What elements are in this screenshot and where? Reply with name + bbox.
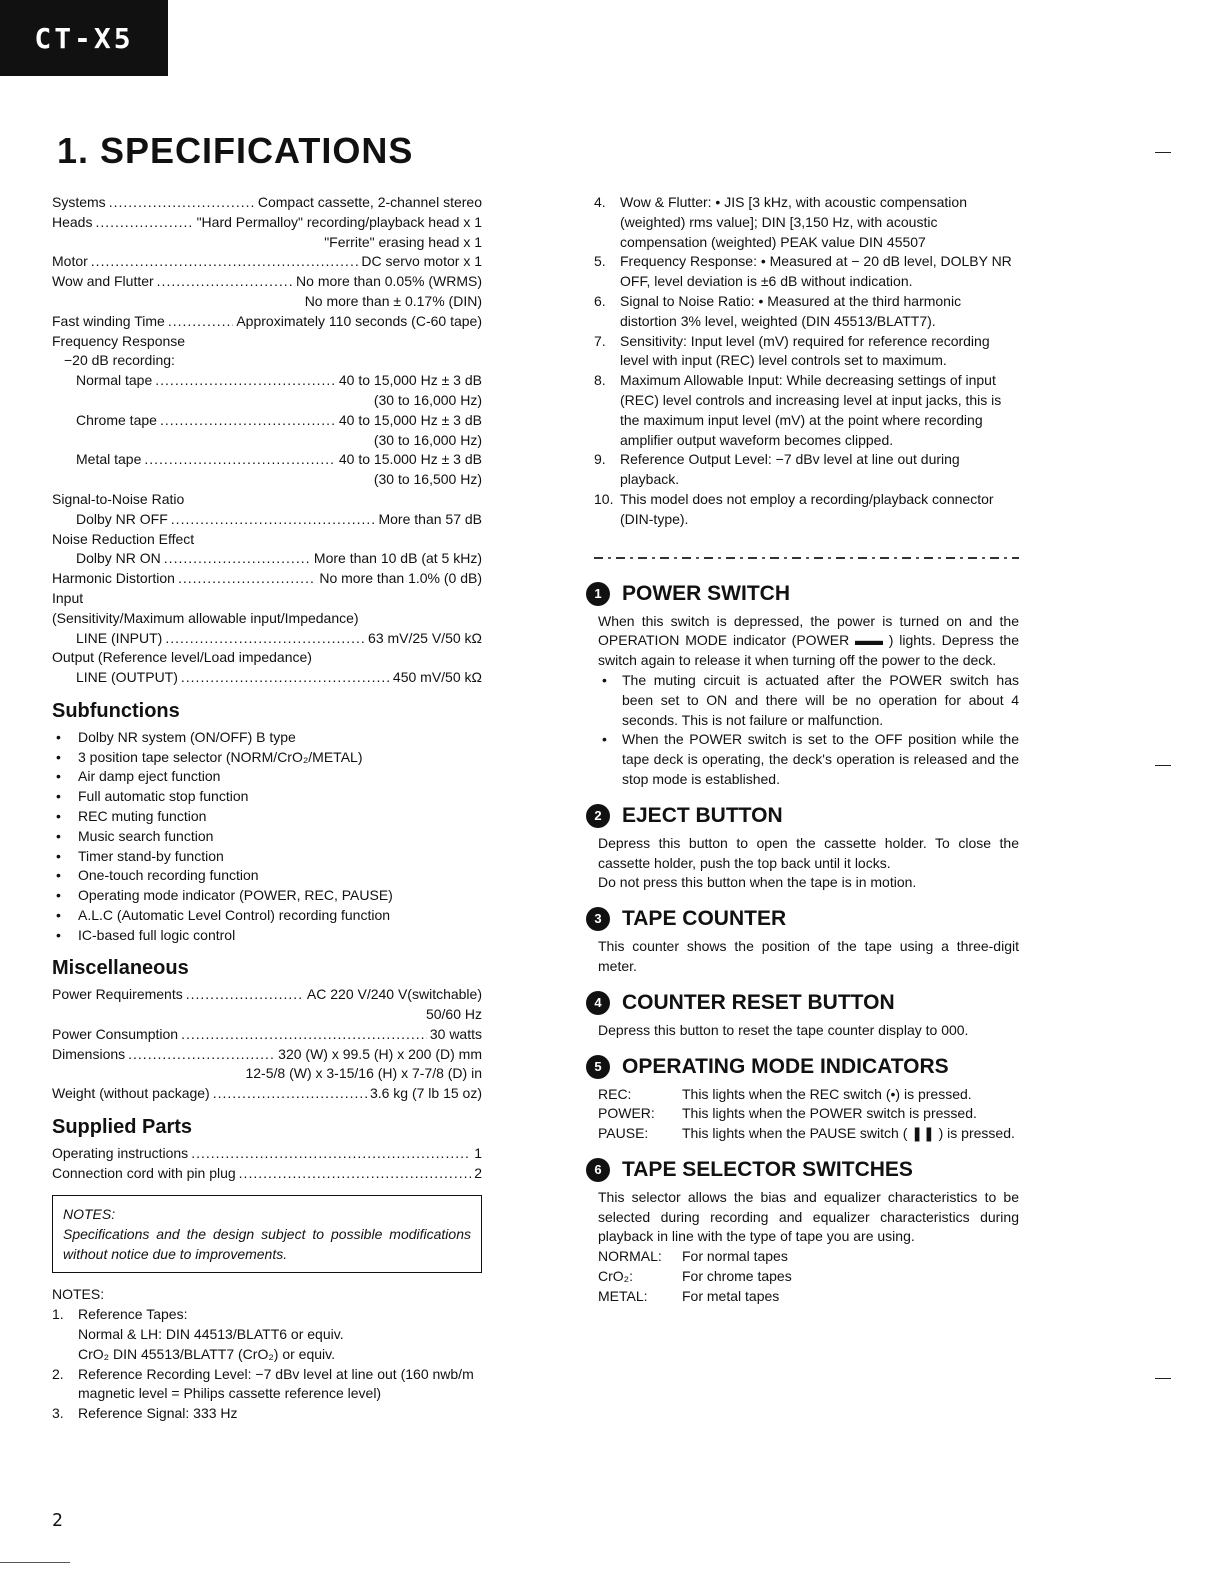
spec-value: No more than 0.05% (WRMS) xyxy=(296,273,482,290)
leader-dots xyxy=(144,450,336,470)
spec-label: Fast winding Time xyxy=(52,312,165,329)
control-sections xyxy=(594,582,1019,1307)
section-title: OPERATING MODE INDICATORS xyxy=(622,1054,949,1078)
spec-row xyxy=(52,668,482,688)
section-number-badge: 3 xyxy=(586,907,610,931)
note-item xyxy=(594,252,1019,292)
leader-dots xyxy=(239,1164,472,1184)
spec-label: Dolby NR ON xyxy=(76,550,161,567)
spec-list xyxy=(52,193,482,688)
supplied-heading: Supplied Parts xyxy=(52,1116,193,1139)
section-heading xyxy=(586,1158,1019,1182)
spec-value: 1 xyxy=(474,1144,482,1161)
leader-dots xyxy=(165,629,365,649)
subfunction-item: • 3 position tape selector (NORM/CrO₂/METAL) xyxy=(52,748,482,768)
leader-dots xyxy=(171,510,376,530)
section-heading xyxy=(586,804,1019,828)
section-heading xyxy=(586,991,1019,1015)
subfunction-item: • Timer stand-by function xyxy=(52,847,482,867)
leader-dots xyxy=(157,272,293,292)
note-item xyxy=(594,193,1019,252)
note-line: Reference Output Level: −7 dBv level at line out during playback. xyxy=(620,451,960,488)
spec-label: LINE (INPUT) xyxy=(76,629,163,646)
section-paragraph: Depress this button to reset the tape counter display to 000. xyxy=(598,1021,969,1038)
leader-dots xyxy=(109,193,255,213)
supplied-list xyxy=(52,1144,482,1184)
spec-group-label: Signal-to-Noise Ratio xyxy=(52,490,185,507)
note-number: 3. xyxy=(52,1405,64,1422)
subfunction-item: • Full automatic stop function xyxy=(52,787,482,807)
spec-value: 3.6 kg (7 lb 15 oz) xyxy=(369,1085,482,1102)
spec-group-label: Input xyxy=(52,589,84,606)
spec-row xyxy=(52,1164,482,1184)
note-line: Reference Signal: 333 Hz xyxy=(78,1405,238,1422)
note-number: 6. xyxy=(594,292,606,309)
notes-box-heading: NOTES: xyxy=(63,1206,116,1223)
section-body xyxy=(594,1021,1019,1041)
section-title: TAPE SELECTOR SWITCHES xyxy=(622,1157,913,1181)
section-paragraph: Depress this button to open the cassette holder. To close the cassette holder, push the top back until it locks. xyxy=(598,834,1019,871)
key-value-list xyxy=(598,1247,1019,1306)
kv-key: NORMAL: xyxy=(598,1248,662,1265)
spec-continuation: 50/60 Hz xyxy=(425,1006,482,1023)
margin-mark xyxy=(1155,765,1171,766)
note-item xyxy=(594,490,1019,530)
notes-list-right xyxy=(594,193,1019,530)
kv-value: For chrome tapes xyxy=(682,1268,792,1285)
spec-row xyxy=(52,450,482,470)
spec-group-label: −20 dB recording: xyxy=(64,352,175,369)
notes-box xyxy=(52,1195,482,1273)
section-heading xyxy=(586,1055,1019,1079)
note-item xyxy=(594,371,1019,450)
notes-list-left xyxy=(52,1305,482,1424)
subfunction-item: • Music search function xyxy=(52,827,482,847)
section-divider xyxy=(594,552,1019,564)
spec-row xyxy=(52,549,482,569)
model-name: CT-X5 xyxy=(34,21,134,55)
note-line: Reference Recording Level: −7 dBv level at line out (160 nwb/m magnetic level = Philips cassette reference level) xyxy=(78,1365,474,1402)
spec-label: Operating instructions xyxy=(52,1144,189,1161)
spec-continuation: No more than ± 0.17% (DIN) xyxy=(304,292,482,309)
spec-group-label: Noise Reduction Effect xyxy=(52,530,195,547)
leader-dots xyxy=(128,1045,275,1065)
spec-label: Wow and Flutter xyxy=(52,273,154,290)
spec-value: More than 57 dB xyxy=(378,510,482,527)
subfunction-item: • REC muting function xyxy=(52,807,482,827)
spec-value: 2 xyxy=(474,1164,482,1181)
spec-value: AC 220 V/240 V(switchable) xyxy=(306,986,482,1003)
kv-value: For normal tapes xyxy=(682,1248,788,1265)
leader-dots xyxy=(181,1025,427,1045)
note-item xyxy=(52,1404,482,1424)
section-heading xyxy=(586,907,1019,931)
leader-dots xyxy=(164,549,311,569)
leader-dots xyxy=(168,312,234,332)
leader-dots xyxy=(160,411,336,431)
kv-value: This lights when the POWER switch is pressed. xyxy=(682,1105,977,1122)
spec-value: No more than 1.0% (0 dB) xyxy=(319,570,482,587)
kv-key: POWER: xyxy=(598,1105,655,1122)
subfunctions-list xyxy=(52,728,482,946)
section-body xyxy=(594,612,1019,790)
notes-heading: NOTES: xyxy=(52,1286,105,1303)
note-number: 5. xyxy=(594,253,606,270)
spec-label: Heads xyxy=(52,213,93,230)
note-number: 10. xyxy=(594,490,614,507)
note-line: Normal & LH: DIN 44513/BLATT6 or equiv. xyxy=(78,1326,344,1343)
kv-value: This lights when the REC switch (•) is pressed. xyxy=(682,1085,972,1102)
left-column xyxy=(52,193,482,1424)
spec-value: 63 mV/25 V/50 kΩ xyxy=(368,629,482,646)
spec-continuation: 12-5/8 (W) x 3-15/16 (H) x 7-7/8 (D) in xyxy=(245,1065,482,1082)
spec-row xyxy=(52,193,482,213)
note-line: Maximum Allowable Input: While decreasing settings of input (REC) level controls and increasing level at input jacks, this is the maximum input level (mV) at the point where recording amplifier output waveform becomes clipped. xyxy=(620,372,1002,448)
note-item xyxy=(594,450,1019,490)
section-bullet: • The muting circuit is actuated after the POWER switch has been set to ON and there will be no operation for about 4 seconds. This is not failure or malfunction. xyxy=(598,671,1019,730)
spec-label: Chrome tape xyxy=(76,411,157,428)
spec-row xyxy=(52,629,482,649)
bottom-rule xyxy=(0,1562,70,1563)
spec-continuation: (30 to 16,000 Hz) xyxy=(373,391,482,408)
spec-value: DC servo motor x 1 xyxy=(361,253,482,270)
section-bullets xyxy=(598,671,1019,790)
note-item xyxy=(52,1365,482,1405)
section-title: EJECT BUTTON xyxy=(622,803,783,827)
note-number: 7. xyxy=(594,332,606,349)
miscellaneous-heading: Miscellaneous xyxy=(52,957,189,980)
spec-label: Connection cord with pin plug xyxy=(52,1164,236,1181)
section-heading xyxy=(586,582,1019,606)
section-number-badge: 2 xyxy=(586,804,610,828)
note-line: CrO₂ DIN 45513/BLATT7 (CrO₂) or equiv. xyxy=(78,1345,335,1362)
margin-mark xyxy=(1155,152,1171,153)
kv-key: REC: xyxy=(598,1085,632,1102)
spec-label: Dolby NR OFF xyxy=(76,510,168,527)
subfunction-item: • Air damp eject function xyxy=(52,767,482,787)
section-number-badge: 6 xyxy=(586,1158,610,1182)
section-number-badge: 5 xyxy=(586,1055,610,1079)
spec-continuation: "Ferrite" erasing head x 1 xyxy=(324,233,482,250)
note-number: 8. xyxy=(594,372,606,389)
spec-value: 320 (W) x 99.5 (H) x 200 (D) mm xyxy=(278,1045,482,1062)
notes-box-body: Specifications and the design subject to possible modifications without notice due to improvements. xyxy=(63,1226,471,1263)
kv-key: METAL: xyxy=(598,1287,648,1304)
spec-value: 40 to 15,000 Hz ± 3 dB xyxy=(338,372,482,389)
section-title: POWER SWITCH xyxy=(622,581,790,605)
section-title: TAPE COUNTER xyxy=(622,907,787,931)
leader-dots xyxy=(95,213,193,233)
spec-row xyxy=(52,312,482,332)
spec-value: 30 watts xyxy=(429,1025,482,1042)
spec-continuation: (30 to 16,000 Hz) xyxy=(373,431,482,448)
section-body xyxy=(594,1188,1019,1307)
section-title: COUNTER RESET BUTTON xyxy=(622,990,895,1014)
subfunction-item: • A.L.C (Automatic Level Control) recording function xyxy=(52,906,482,926)
spec-label: Power Requirements xyxy=(52,986,183,1003)
margin-mark xyxy=(1155,1378,1171,1379)
spec-label: Normal tape xyxy=(76,372,153,389)
kv-key: PAUSE: xyxy=(598,1125,649,1142)
spec-group-label: Frequency Response xyxy=(52,332,186,349)
spec-label: Harmonic Distortion xyxy=(52,570,175,587)
note-line: Signal to Noise Ratio: • Measured at the third harmonic distortion 3% level, weighted (DIN 45513/BLATT7). xyxy=(620,292,962,329)
spec-row xyxy=(52,1025,482,1045)
spec-value: 40 to 15.000 Hz ± 3 dB xyxy=(338,451,482,468)
note-line: Frequency Response: • Measured at − 20 dB level, DOLBY NR OFF, level deviation is ±6 dB without indication. xyxy=(620,253,1012,290)
right-column xyxy=(594,193,1019,1307)
spec-label: Power Consumption xyxy=(52,1025,179,1042)
note-number: 2. xyxy=(52,1365,64,1382)
spec-row xyxy=(52,1084,482,1104)
kv-key: CrO₂: xyxy=(598,1268,633,1285)
spec-value: "Hard Permalloy" recording/playback head x 1 xyxy=(196,213,482,230)
section-body xyxy=(594,1085,1019,1144)
section-paragraph: This selector allows the bias and equalizer characteristics to be selected during recording and equalizer characteristics during playback in line with the type of tape you are using. xyxy=(598,1188,1019,1245)
spec-row xyxy=(52,1144,482,1164)
spec-value: More than 10 dB (at 5 kHz) xyxy=(313,550,482,567)
note-item xyxy=(594,292,1019,332)
spec-label: LINE (OUTPUT) xyxy=(76,669,178,686)
note-item xyxy=(594,332,1019,372)
spec-group-label: (Sensitivity/Maximum allowable input/Impedance) xyxy=(52,609,359,626)
spec-label: Weight (without package) xyxy=(52,1085,210,1102)
key-value-list xyxy=(598,1085,1019,1144)
spec-row xyxy=(52,213,482,233)
spec-group-label: Output (Reference level/Load impedance) xyxy=(52,649,312,666)
subfunction-item: • Operating mode indicator (POWER, REC, PAUSE) xyxy=(52,886,482,906)
misc-list xyxy=(52,985,482,1104)
spec-row xyxy=(52,272,482,292)
spec-label: Metal tape xyxy=(76,451,142,468)
section-number-badge: 1 xyxy=(586,582,610,606)
section-body xyxy=(594,937,1019,977)
section-paragraph: Do not press this button when the tape is in motion. xyxy=(598,874,917,891)
note-number: 4. xyxy=(594,194,606,210)
note-number: 1. xyxy=(52,1306,64,1323)
kv-value: For metal tapes xyxy=(682,1287,780,1304)
section-bullet: • When the POWER switch is set to the OFF position while the tape deck is operating, the deck's operation is released and the stop mode is established. xyxy=(598,730,1019,789)
section-number-badge: 4 xyxy=(586,991,610,1015)
note-line: Sensitivity: Input level (mV) required for reference recording level with input (REC) level controls set to maximum. xyxy=(620,332,990,369)
spec-continuation: (30 to 16,500 Hz) xyxy=(373,471,482,488)
spec-value: Compact cassette, 2-channel stereo xyxy=(257,194,482,210)
leader-dots xyxy=(155,371,336,391)
spec-row xyxy=(52,985,482,1005)
spec-row xyxy=(52,1045,482,1065)
subfunction-item: • IC-based full logic control xyxy=(52,926,482,946)
leader-dots xyxy=(178,569,316,589)
leader-dots xyxy=(91,252,359,272)
spec-label: Motor xyxy=(52,253,88,270)
spec-row xyxy=(52,569,482,589)
subfunction-item: • One-touch recording function xyxy=(52,866,482,886)
note-line: This model does not employ a recording/playback connector (DIN-type). xyxy=(620,490,994,527)
note-line: Reference Tapes: xyxy=(78,1306,188,1323)
spec-label: Dimensions xyxy=(52,1045,126,1062)
leader-dots xyxy=(186,985,304,1005)
section-paragraph: This counter shows the position of the tape using a three-digit meter. xyxy=(598,938,1019,974)
spec-row xyxy=(52,371,482,391)
subfunction-item: • Dolby NR system (ON/OFF) B type xyxy=(52,728,482,748)
leader-dots xyxy=(181,668,390,688)
page-number: 2 xyxy=(52,1510,63,1531)
spec-label: Systems xyxy=(52,194,106,210)
leader-dots xyxy=(213,1084,367,1104)
leader-dots xyxy=(191,1144,471,1164)
note-item xyxy=(52,1305,482,1364)
spec-value: 40 to 15,000 Hz ± 3 dB xyxy=(338,411,482,428)
note-number: 9. xyxy=(594,451,606,468)
subfunctions-heading: Subfunctions xyxy=(52,699,180,722)
section-body xyxy=(594,834,1019,893)
kv-value: This lights when the PAUSE switch ( ❚❚ ) is pressed. xyxy=(682,1125,1015,1142)
section-paragraph: When this switch is depressed, the power is turned on and the OPERATION MODE indicator (POWER ▬▬ ) lights. Depress the switch again to release it when turning off the power to the deck. xyxy=(598,612,1019,669)
spec-value: 450 mV/50 kΩ xyxy=(392,669,482,686)
page-title: 1. SPECIFICATIONS xyxy=(57,130,414,171)
spec-row xyxy=(52,411,482,431)
spec-value: Approximately 110 seconds (C-60 tape) xyxy=(236,312,482,329)
spec-row xyxy=(52,252,482,272)
model-tab xyxy=(0,0,168,76)
note-line: Wow & Flutter: • JIS [3 kHz, with acoustic compensation (weighted) rms value]; DIN [3,150 Hz, with acoustic compensation (weighted) PEAK value DIN 45507 xyxy=(620,194,967,250)
spec-row xyxy=(52,510,482,530)
